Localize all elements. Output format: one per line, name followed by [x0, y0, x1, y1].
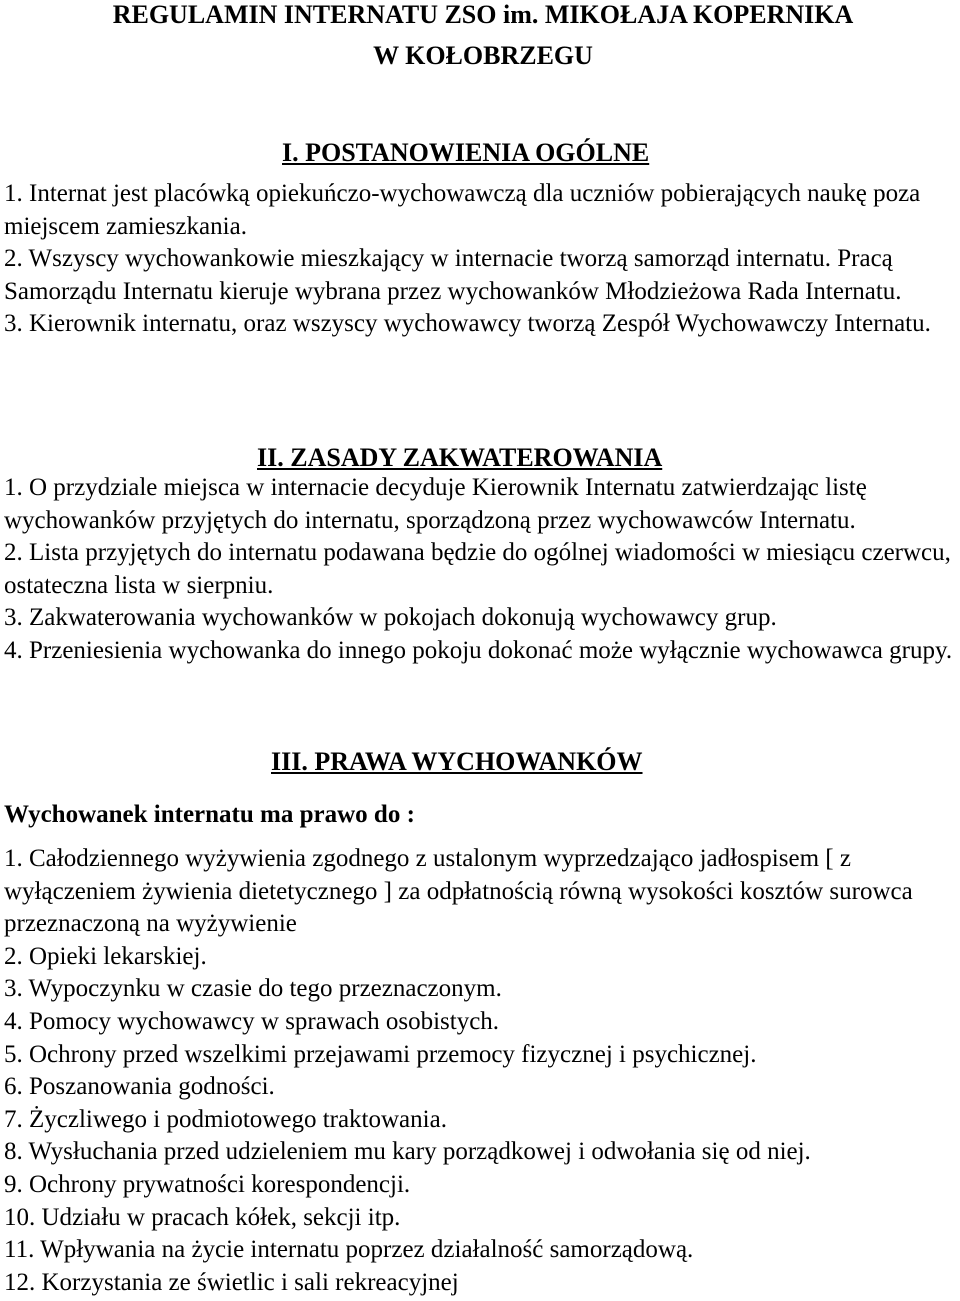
- list-item: 8. Wysłuchania przed udzieleniem mu kary porządkowej i odwołania się od niej.: [4, 1138, 811, 1166]
- list-item: 1. Całodziennego wyżywienia zgodnego z ustalonym wyprzedzająco jadłospisem [ z wyłączeniem żywienia dietetycznego ] za odpłatnością równą wysokości kosztów surowca przeznaczoną na wyżywienie: [4, 845, 913, 938]
- section-general-body: [4, 178, 954, 341]
- list-item: 3. Wypoczynku w czasie do tego przeznaczonym.: [4, 975, 502, 1003]
- paragraph: 1. O przydziale miejsca w internacie decyduje Kierownik Internatu zatwierdzając listę wychowanków przyjętych do internatu, sporządzoną przez wychowawców Internatu.: [4, 474, 867, 534]
- list-item: 9. Ochrony prywatności korespondencji.: [4, 1170, 411, 1198]
- paragraph: 1. Internat jest placówką opiekuńczo-wychowawczą dla uczniów pobierających naukę poza miejscem zamieszkania.: [4, 180, 921, 240]
- list-item: 6. Poszanowania godności.: [4, 1073, 275, 1101]
- list-item: 4. Pomocy wychowawcy w sprawach osobistych.: [4, 1007, 500, 1035]
- list-item: 7. Życzliwego i podmiotowego traktowania.: [4, 1105, 447, 1133]
- paragraph: 3. Zakwaterowania wychowanków w pokojach dokonują wychowawcy grup.: [4, 604, 777, 632]
- section-heading-rights: III. PRAWA WYCHOWANKÓW: [271, 747, 643, 776]
- section-accommodation-body: [4, 472, 954, 668]
- list-item: 12. Korzystania ze świetlic i sali rekreacyjnej: [4, 1268, 459, 1296]
- paragraph: 3. Kierownik internatu, oraz wszyscy wychowawcy tworzą Zespół Wychowawczy Internatu.: [4, 310, 931, 338]
- document-title: REGULAMIN INTERNATU ZSO im. MIKOŁAJA KOPERNIKA: [112, 0, 854, 29]
- document-subtitle: W KOŁOBRZEGU: [373, 41, 593, 70]
- section-heading-general: I. POSTANOWIENIA OGÓLNE: [282, 138, 650, 167]
- section-heading-accommodation: II. ZASADY ZAKWATEROWANIA: [257, 443, 663, 472]
- list-item: 2. Opieki lekarskiej.: [4, 942, 207, 970]
- paragraph: 2. Wszyscy wychowankowie mieszkający w internacie tworzą samorząd internatu. Pracą Samorządu Internatu kieruje wybrana przez wychowanków Młodzieżowa Rada Internatu.: [4, 245, 902, 305]
- list-item: 11. Wpływania na życie internatu poprzez działalność samorządową.: [4, 1236, 694, 1264]
- paragraph: 2. Lista przyjętych do internatu podawana będzie do ogólnej wiadomości w miesiącu czerwcu, ostateczna lista w sierpniu.: [4, 539, 951, 599]
- rights-intro: Wychowanek internatu ma prawo do :: [4, 801, 415, 828]
- list-item: 10. Udziału w pracach kółek, sekcji itp.: [4, 1203, 401, 1231]
- paragraph: 4. Przeniesienia wychowanka do innego pokoju dokonać może wyłącznie wychowawca grupy.: [4, 636, 953, 664]
- rights-list: [4, 843, 954, 1299]
- list-item: 5. Ochrony przed wszelkimi przejawami przemocy fizycznej i psychicznej.: [4, 1040, 757, 1068]
